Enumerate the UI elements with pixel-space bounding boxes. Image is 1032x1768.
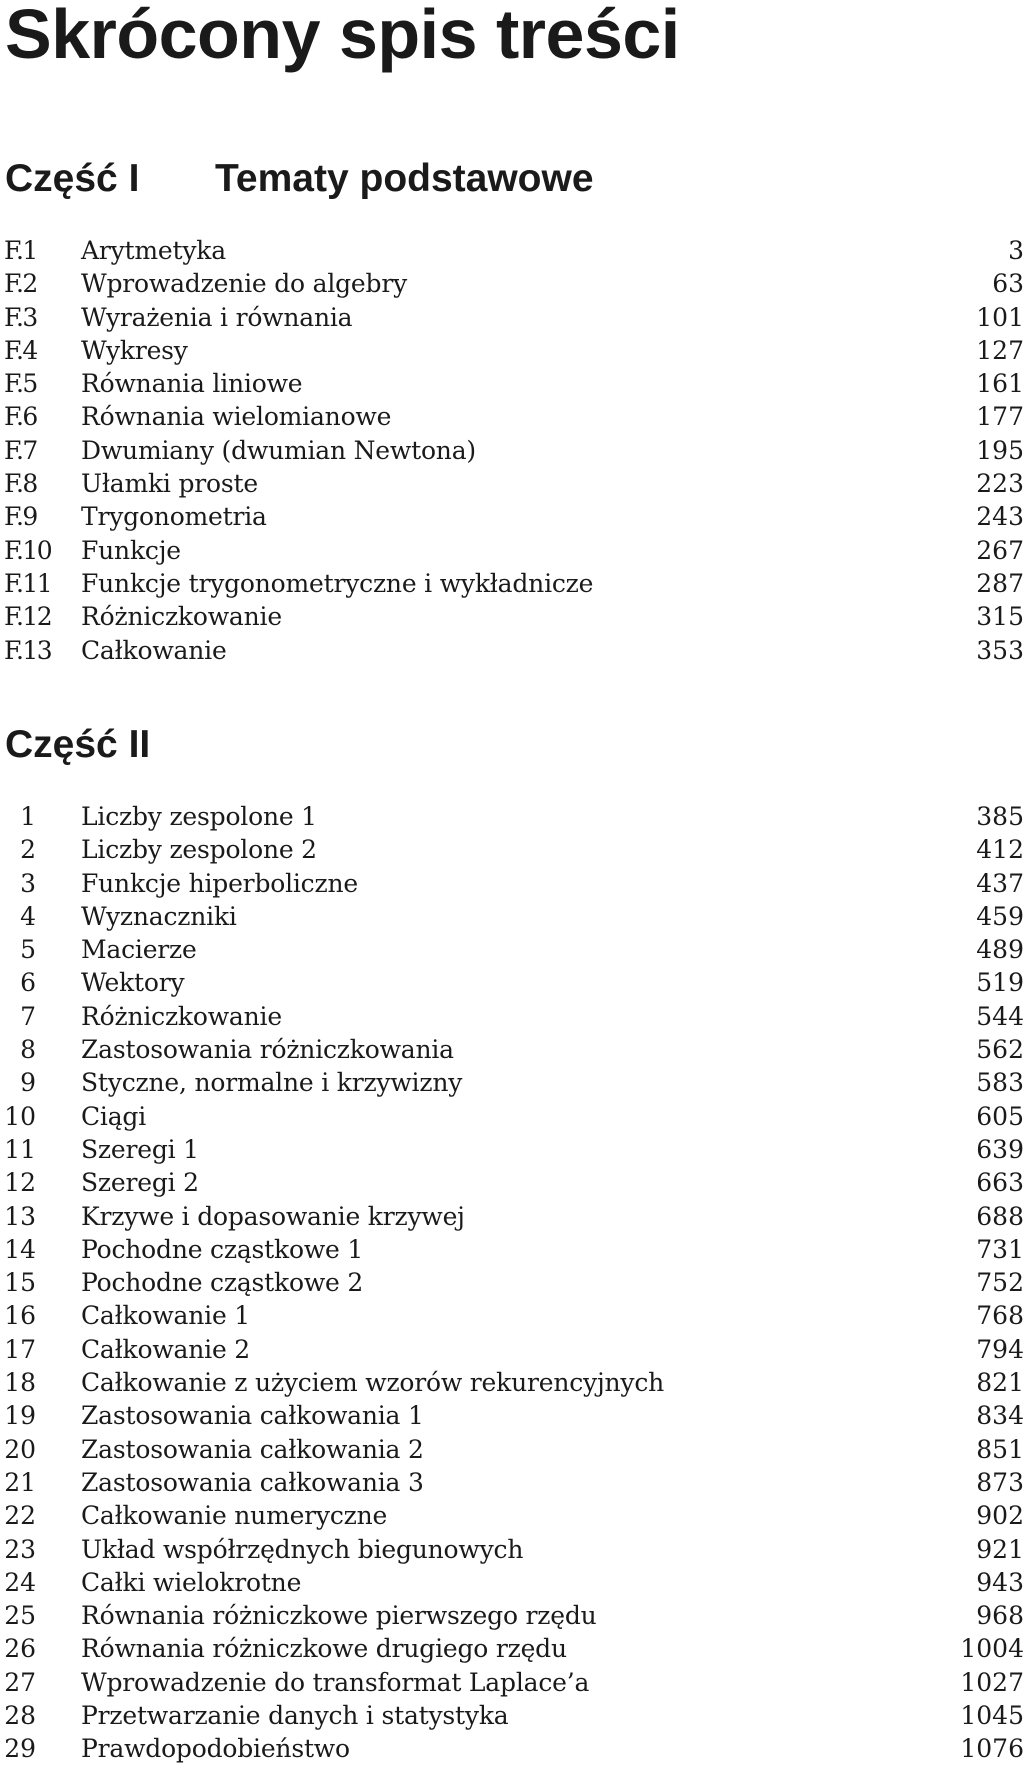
toc-entry-title: Przetwarzanie danych i statystyka xyxy=(81,1701,509,1731)
toc-entry-page: 851 xyxy=(976,1434,1024,1464)
toc-entry[interactable] xyxy=(0,1033,1032,1066)
toc-entry-title: Całkowanie z użyciem wzorów rekurencyjnych xyxy=(81,1368,665,1398)
toc-entry-page: 902 xyxy=(976,1501,1024,1531)
toc-entry-number: F.4 xyxy=(4,335,37,365)
toc-entry-page: 583 xyxy=(976,1068,1024,1098)
toc-entry-page: 177 xyxy=(976,402,1024,432)
toc-entry[interactable] xyxy=(0,500,1032,533)
page-title: Skrócony spis treści xyxy=(5,0,680,73)
toc-entry[interactable] xyxy=(0,1533,1032,1566)
toc-entry-title: Ułamki proste xyxy=(81,469,258,499)
toc-entry-page: 223 xyxy=(976,469,1024,499)
toc-entry-page: 639 xyxy=(976,1134,1024,1164)
toc-entry-title: Funkcje hiperboliczne xyxy=(81,868,358,898)
toc-entry[interactable] xyxy=(0,467,1032,500)
toc-entry-number: 27 xyxy=(4,1667,36,1697)
toc-entry-title: Szeregi 2 xyxy=(81,1168,199,1198)
toc-entry-page: 267 xyxy=(976,535,1024,565)
toc-entry-number: F.9 xyxy=(4,502,37,532)
toc-entry-page: 752 xyxy=(976,1268,1024,1298)
toc-entry-number: 24 xyxy=(4,1567,36,1597)
toc-entry[interactable] xyxy=(0,1399,1032,1432)
toc-entry-title: Liczby zespolone 2 xyxy=(81,835,317,865)
part-2-entries xyxy=(0,800,1032,1766)
toc-entry-page: 768 xyxy=(976,1301,1024,1331)
toc-entry-page: 821 xyxy=(976,1368,1024,1398)
toc-entry-title: Wektory xyxy=(81,968,185,998)
toc-entry-number: 15 xyxy=(4,1268,36,1298)
toc-entry[interactable] xyxy=(0,301,1032,334)
toc-entry-page: 943 xyxy=(976,1567,1024,1597)
toc-entry[interactable] xyxy=(0,1499,1032,1532)
toc-entry-page: 873 xyxy=(976,1467,1024,1497)
toc-entry-title: Różniczkowanie xyxy=(81,1001,282,1031)
toc-entry-title: Układ współrzędnych biegunowych xyxy=(81,1534,524,1564)
part-2-label: Część II xyxy=(5,723,151,766)
toc-entry-number: 18 xyxy=(4,1368,36,1398)
toc-entry-page: 63 xyxy=(992,269,1024,299)
toc-entry-page: 1045 xyxy=(960,1701,1024,1731)
toc-entry-page: 688 xyxy=(976,1201,1024,1231)
toc-entry[interactable] xyxy=(0,867,1032,900)
toc-entry-title: Wykresy xyxy=(81,335,188,365)
toc-entry-number: 1 xyxy=(20,802,36,831)
toc-entry-title: Pochodne cząstkowe 1 xyxy=(81,1234,364,1264)
toc-entry-page: 437 xyxy=(976,868,1024,898)
toc-entry-title: Funkcje trygonometryczne i wykładnicze xyxy=(81,568,594,598)
toc-entry-page: 459 xyxy=(976,901,1024,931)
toc-entry[interactable] xyxy=(0,1732,1032,1765)
toc-entry-number: 29 xyxy=(4,1734,36,1764)
toc-entry-title: Całki wielokrotne xyxy=(81,1567,302,1597)
toc-entry-title: Krzywe i dopasowanie krzywej xyxy=(81,1201,465,1231)
toc-entry[interactable] xyxy=(0,1200,1032,1233)
toc-entry[interactable] xyxy=(0,1233,1032,1266)
toc-entry-title: Wprowadzenie do algebry xyxy=(81,269,407,299)
toc-entry-title: Liczby zespolone 1 xyxy=(81,802,317,831)
toc-entry-title: Różniczkowanie xyxy=(81,602,282,632)
part-1-entries xyxy=(0,234,1032,667)
toc-entry-number: 20 xyxy=(4,1434,36,1464)
toc-entry-title: Zastosowania całkowania 3 xyxy=(81,1467,424,1497)
toc-entry-number: F.1 xyxy=(4,236,37,265)
toc-entry-title: Wyrażenia i równania xyxy=(81,302,353,332)
toc-entry[interactable] xyxy=(0,1299,1032,1332)
toc-entry-page: 562 xyxy=(976,1035,1024,1065)
toc-entry-title: Dwumiany (dwumian Newtona) xyxy=(81,435,476,465)
toc-entry-number: 10 xyxy=(4,1101,36,1131)
toc-entry-page: 921 xyxy=(976,1534,1024,1564)
toc-entry-number: F.8 xyxy=(4,469,37,499)
toc-entry-title: Wprowadzenie do transformat Laplace’a xyxy=(81,1667,590,1697)
toc-entry-page: 127 xyxy=(976,335,1024,365)
toc-entry[interactable] xyxy=(0,434,1032,467)
toc-entry-title: Prawdopodobieństwo xyxy=(81,1734,350,1764)
toc-entry-number: 17 xyxy=(4,1334,36,1364)
toc-entry[interactable] xyxy=(0,933,1032,966)
toc-entry[interactable] xyxy=(0,800,1032,833)
toc-entry-title: Arytmetyka xyxy=(81,236,226,265)
part-1-label: Część I xyxy=(5,157,140,200)
toc-entry-title: Równania liniowe xyxy=(81,369,303,399)
toc-entry-number: 28 xyxy=(4,1701,36,1731)
toc-entry-title: Całkowanie numeryczne xyxy=(81,1501,388,1531)
toc-entry-number: 13 xyxy=(4,1201,36,1231)
toc-entry-title: Trygonometria xyxy=(81,502,267,532)
toc-entry-page: 412 xyxy=(976,835,1024,865)
toc-entry[interactable] xyxy=(0,367,1032,400)
toc-entry-number: F.5 xyxy=(4,369,37,399)
toc-entry-page: 243 xyxy=(976,502,1024,532)
toc-entry-number: 12 xyxy=(4,1168,36,1198)
toc-entry-title: Całkowanie xyxy=(81,635,227,665)
toc-entry-page: 544 xyxy=(976,1001,1024,1031)
toc-entry-page: 1004 xyxy=(960,1634,1024,1664)
toc-entry-number: 26 xyxy=(4,1634,36,1664)
toc-entry-number: 14 xyxy=(4,1234,36,1264)
toc-entry-title: Styczne, normalne i krzywizny xyxy=(81,1068,463,1098)
toc-entry[interactable] xyxy=(0,1699,1032,1732)
toc-entry-page: 195 xyxy=(976,435,1024,465)
toc-entry[interactable] xyxy=(0,234,1032,267)
toc-entry-title: Ciągi xyxy=(81,1101,147,1131)
toc-entry-page: 161 xyxy=(976,369,1024,399)
toc-entry[interactable] xyxy=(0,1266,1032,1299)
toc-entry[interactable] xyxy=(0,966,1032,999)
toc-entry-title: Zastosowania różniczkowania xyxy=(81,1035,454,1065)
part-2-heading xyxy=(5,722,150,768)
toc-entry-number: F.7 xyxy=(4,435,37,465)
toc-entry-title: Całkowanie 1 xyxy=(81,1301,250,1331)
toc-entry-page: 519 xyxy=(976,968,1024,998)
toc-entry[interactable] xyxy=(0,1133,1032,1166)
toc-entry-number: 25 xyxy=(4,1601,36,1631)
toc-entry-number: F.3 xyxy=(4,302,37,332)
toc-entry-page: 605 xyxy=(976,1101,1024,1131)
toc-entry-number: 9 xyxy=(20,1068,36,1098)
toc-entry-title: Szeregi 1 xyxy=(81,1134,199,1164)
toc-entry[interactable] xyxy=(0,1466,1032,1499)
toc-entry-number: 16 xyxy=(4,1301,36,1331)
toc-entry-number: F.12 xyxy=(4,602,52,632)
toc-entry-title: Zastosowania całkowania 1 xyxy=(81,1401,424,1431)
toc-entry[interactable] xyxy=(0,634,1032,667)
toc-entry[interactable] xyxy=(0,1566,1032,1599)
toc-entry-number: 11 xyxy=(4,1134,36,1164)
toc-entry-page: 663 xyxy=(976,1168,1024,1198)
toc-entry[interactable] xyxy=(0,400,1032,433)
toc-entry-number: F.6 xyxy=(4,402,37,432)
toc-entry-title: Równania różniczkowe pierwszego rzędu xyxy=(81,1601,597,1631)
toc-entry-page: 1027 xyxy=(960,1667,1024,1697)
toc-entry-page: 968 xyxy=(976,1601,1024,1631)
toc-entry[interactable] xyxy=(0,833,1032,866)
toc-entry[interactable] xyxy=(0,1000,1032,1033)
toc-entry-number: F.2 xyxy=(4,269,37,299)
toc-entry-number: 19 xyxy=(4,1401,36,1431)
toc-entry-number: 21 xyxy=(4,1467,36,1497)
toc-entry-page: 353 xyxy=(976,635,1024,665)
toc-entry-page: 834 xyxy=(976,1401,1024,1431)
toc-entry[interactable] xyxy=(0,600,1032,633)
toc-entry-number: F.11 xyxy=(4,568,52,598)
toc-entry[interactable] xyxy=(0,900,1032,933)
toc-entry-title: Funkcje xyxy=(81,535,181,565)
toc-entry-number: 6 xyxy=(20,968,36,998)
toc-entry-page: 101 xyxy=(976,302,1024,332)
toc-entry-number: 3 xyxy=(20,868,36,898)
toc-entry-page: 287 xyxy=(976,568,1024,598)
toc-entry-number: 5 xyxy=(20,935,36,965)
toc-entry[interactable] xyxy=(0,1366,1032,1399)
toc-entry[interactable] xyxy=(0,1433,1032,1466)
toc-entry[interactable] xyxy=(0,1100,1032,1133)
toc-entry-number: F.13 xyxy=(4,635,52,665)
toc-entry[interactable] xyxy=(0,1066,1032,1099)
toc-entry-number: F.10 xyxy=(4,535,52,565)
toc-entry-page: 385 xyxy=(976,802,1024,831)
toc-entry-number: 4 xyxy=(20,901,36,931)
part-1-heading xyxy=(5,156,594,202)
toc-entry[interactable] xyxy=(0,334,1032,367)
toc-entry-title: Równania różniczkowe drugiego rzędu xyxy=(81,1634,567,1664)
toc-entry-number: 2 xyxy=(20,835,36,865)
toc-entry[interactable] xyxy=(0,1599,1032,1632)
toc-entry-page: 489 xyxy=(976,935,1024,965)
toc-entry-title: Wyznaczniki xyxy=(81,901,237,931)
toc-entry[interactable] xyxy=(0,534,1032,567)
toc-entry-number: 8 xyxy=(20,1035,36,1065)
toc-entry-number: 22 xyxy=(4,1501,36,1531)
toc-entry[interactable] xyxy=(0,1166,1032,1199)
toc-entry[interactable] xyxy=(0,267,1032,300)
toc-entry-page: 315 xyxy=(976,602,1024,632)
toc-entry[interactable] xyxy=(0,1666,1032,1699)
toc-entry-page: 3 xyxy=(1008,236,1024,265)
toc-entry[interactable] xyxy=(0,567,1032,600)
part-1-name: Tematy podstawowe xyxy=(215,157,594,200)
toc-entry[interactable] xyxy=(0,1333,1032,1366)
toc-entry-page: 731 xyxy=(976,1234,1024,1264)
toc-entry-page: 794 xyxy=(976,1334,1024,1364)
toc-entry-page: 1076 xyxy=(960,1734,1024,1764)
toc-entry-title: Macierze xyxy=(81,935,197,965)
toc-entry-number: 7 xyxy=(20,1001,36,1031)
toc-entry-title: Pochodne cząstkowe 2 xyxy=(81,1268,364,1298)
toc-entry[interactable] xyxy=(0,1632,1032,1665)
toc-entry-title: Całkowanie 2 xyxy=(81,1334,250,1364)
toc-entry-title: Zastosowania całkowania 2 xyxy=(81,1434,424,1464)
toc-entry-number: 23 xyxy=(4,1534,36,1564)
toc-entry-title: Równania wielomianowe xyxy=(81,402,392,432)
